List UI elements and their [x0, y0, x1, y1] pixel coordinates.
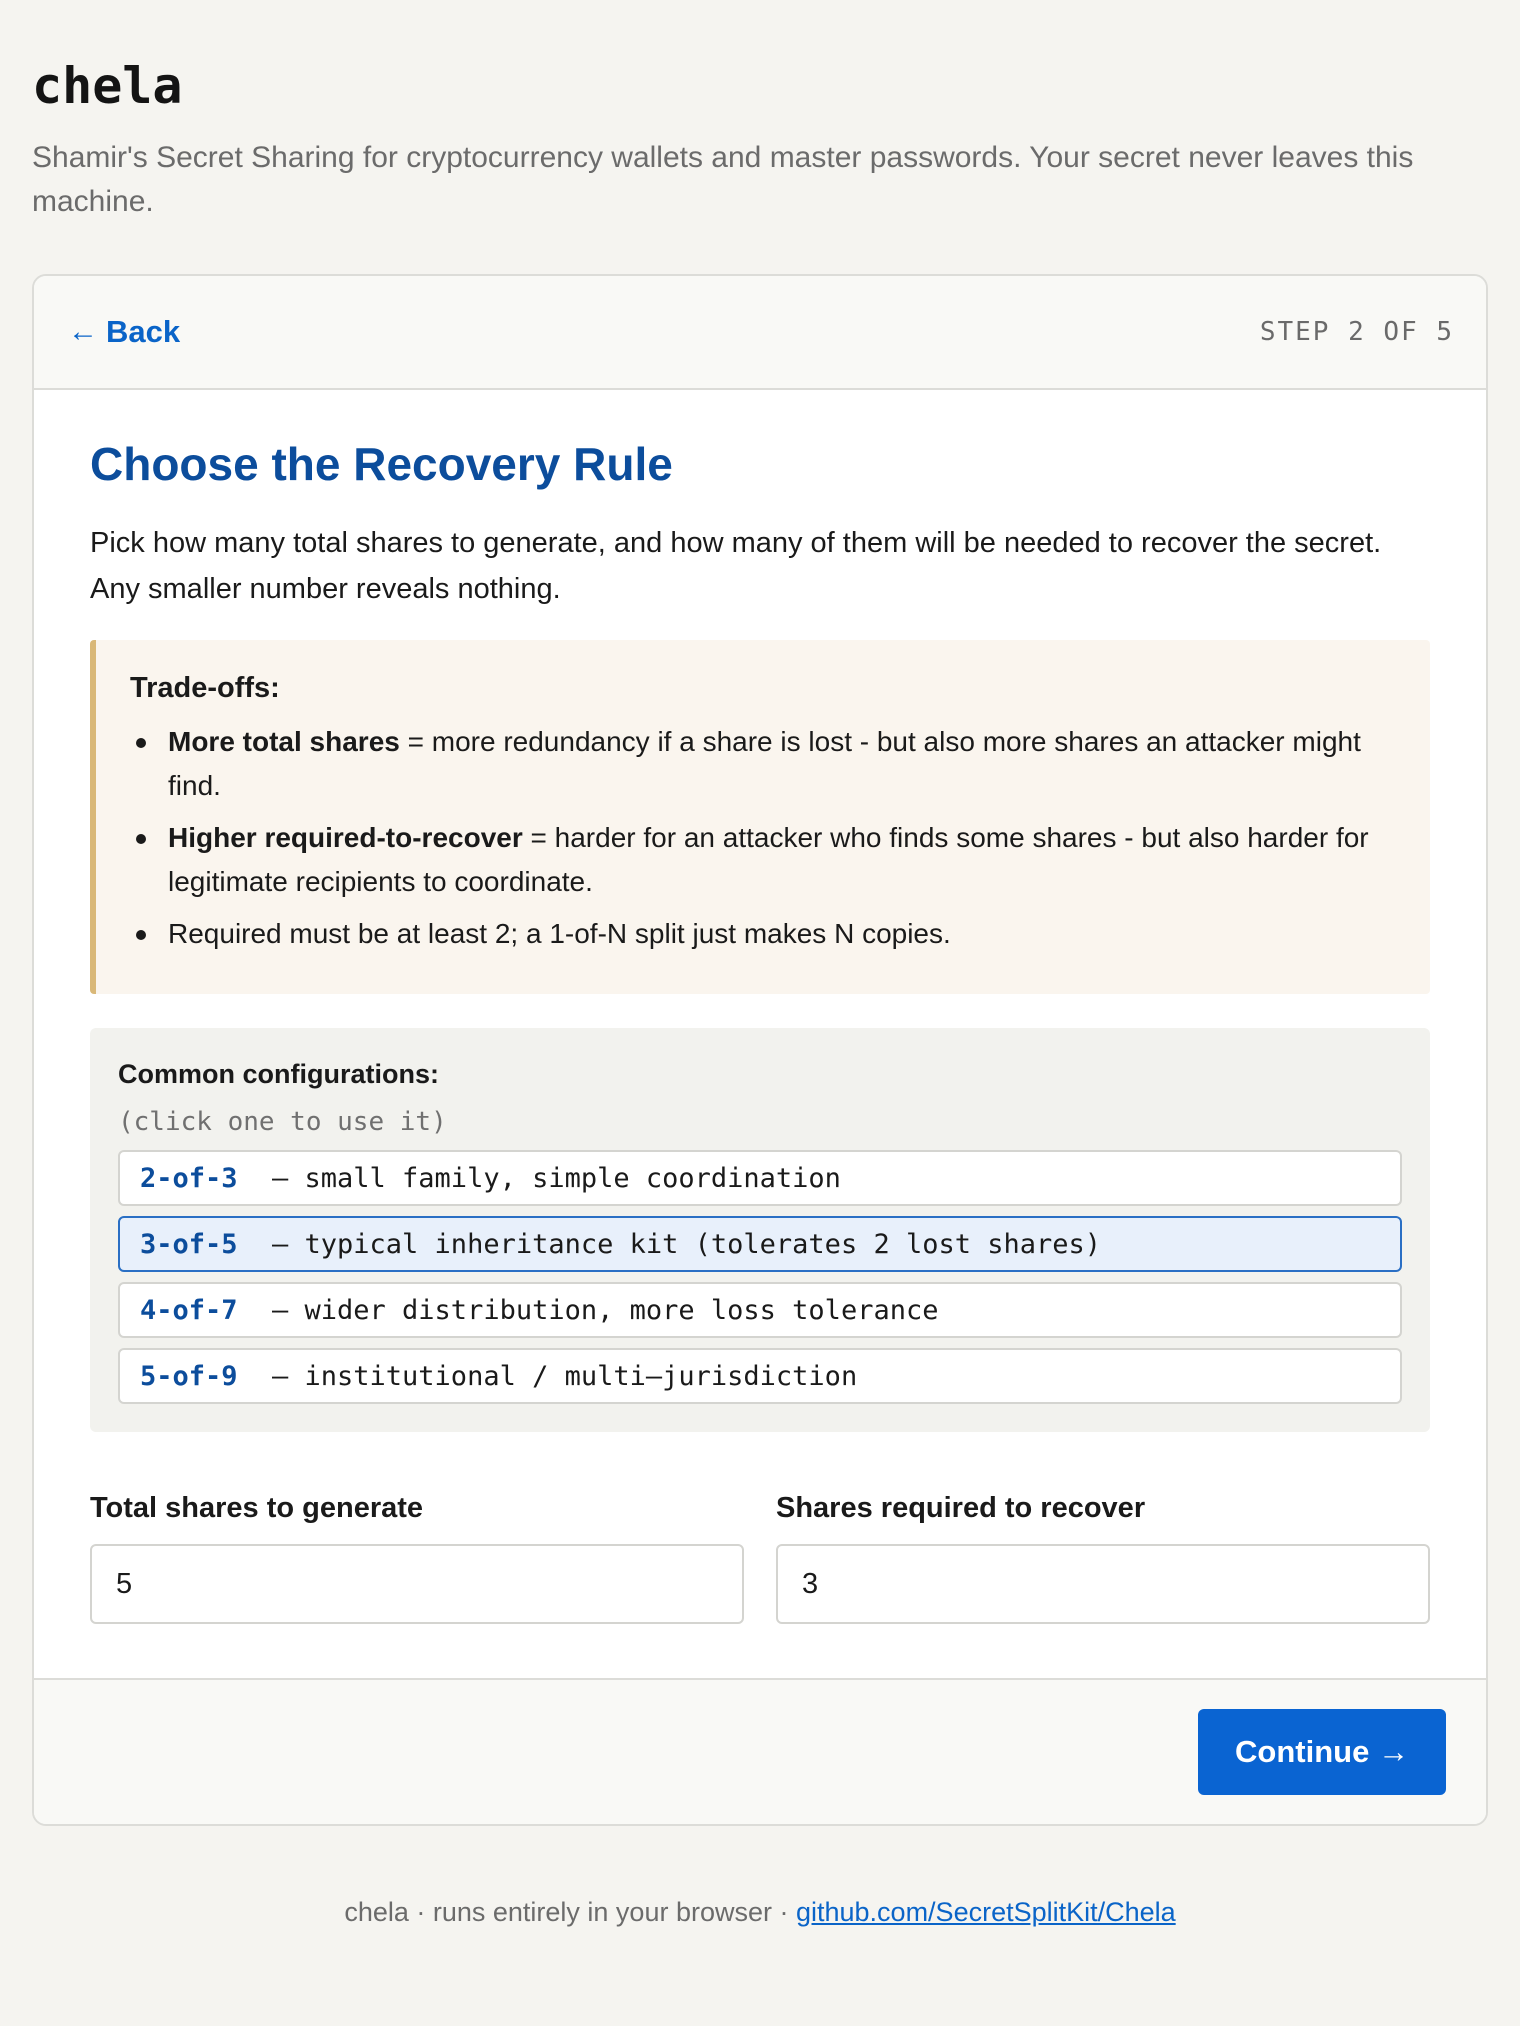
- total-shares-input[interactable]: [90, 1544, 744, 1624]
- share-fields: [90, 1488, 1430, 1624]
- config-desc: – small family, simple coordination: [272, 1162, 841, 1194]
- github-link[interactable]: github.com/SecretSplitKit/Chela: [795, 1897, 1176, 1927]
- config-desc: – wider distribution, more loss tolerance: [272, 1294, 939, 1326]
- page-title: Choose the Recovery Rule: [90, 438, 673, 490]
- config-code: 3-of-5: [140, 1228, 238, 1260]
- wizard-card: [32, 274, 1488, 1826]
- config-option-4-of-7[interactable]: [118, 1282, 1402, 1338]
- card-footer: [34, 1678, 1486, 1824]
- config-option-2-of-3[interactable]: [118, 1150, 1402, 1206]
- configs-hint: (click one to use it): [118, 1107, 447, 1137]
- card-header: [34, 276, 1486, 390]
- page-footer: [32, 1892, 1488, 1932]
- tradeoffs-callout: [90, 640, 1430, 994]
- back-label: Back: [106, 314, 181, 349]
- tradeoffs-title: Trade-offs:: [130, 672, 280, 704]
- step-indicator: STEP 2 OF 5: [1259, 317, 1454, 347]
- footer-text: chela · runs entirely in your browser ·: [344, 1897, 796, 1927]
- tradeoff-item: [130, 816, 1390, 904]
- back-button[interactable]: [68, 314, 180, 350]
- tradeoff-text: Required must be at least 2; a 1-of-N split just makes N copies.: [168, 918, 951, 949]
- required-shares-input[interactable]: [776, 1544, 1430, 1624]
- tradeoff-item: [130, 720, 1390, 808]
- tradeoff-text: = harder for an attacker who finds some shares - but also harder for legitimate recipients to coordinate.: [168, 822, 1369, 897]
- config-option-3-of-5[interactable]: [118, 1216, 1402, 1272]
- card-body: [34, 390, 1486, 1624]
- arrow-left-icon: ←: [68, 315, 98, 348]
- tradeoff-item: [130, 912, 1390, 956]
- configs-title: Common configurations:: [118, 1059, 439, 1089]
- config-desc: – typical inheritance kit (tolerates 2 lost shares): [272, 1228, 1102, 1260]
- continue-button[interactable]: Continue →: [1198, 1709, 1446, 1795]
- config-code: 4-of-7: [140, 1294, 238, 1326]
- tradeoff-text: = more redundancy if a share is lost - but also more shares an attacker might find.: [168, 726, 1361, 801]
- tradeoff-bold: More total shares: [168, 726, 400, 757]
- required-shares-field: [776, 1488, 1430, 1624]
- common-configurations: [90, 1028, 1430, 1432]
- config-option-5-of-9[interactable]: [118, 1348, 1402, 1404]
- tradeoff-bold: Higher required-to-recover: [168, 822, 523, 853]
- config-code: 5-of-9: [140, 1360, 238, 1392]
- required-shares-label: Shares required to recover: [776, 1492, 1146, 1524]
- total-shares-label: Total shares to generate: [90, 1492, 424, 1524]
- tagline: Shamir's Secret Sharing for cryptocurrency wallets and master passwords. Your secret never leaves this machine.: [32, 141, 1414, 218]
- tradeoffs-list: [130, 720, 1390, 956]
- total-shares-field: [90, 1488, 744, 1624]
- brand-logo: chela: [32, 57, 183, 115]
- config-code: 2-of-3: [140, 1162, 238, 1194]
- intro-text: Pick how many total shares to generate, and how many of them will be needed to recover the secret. Any smaller number reveals nothing.: [90, 527, 1382, 605]
- config-desc: – institutional / multi–jurisdiction: [272, 1360, 858, 1392]
